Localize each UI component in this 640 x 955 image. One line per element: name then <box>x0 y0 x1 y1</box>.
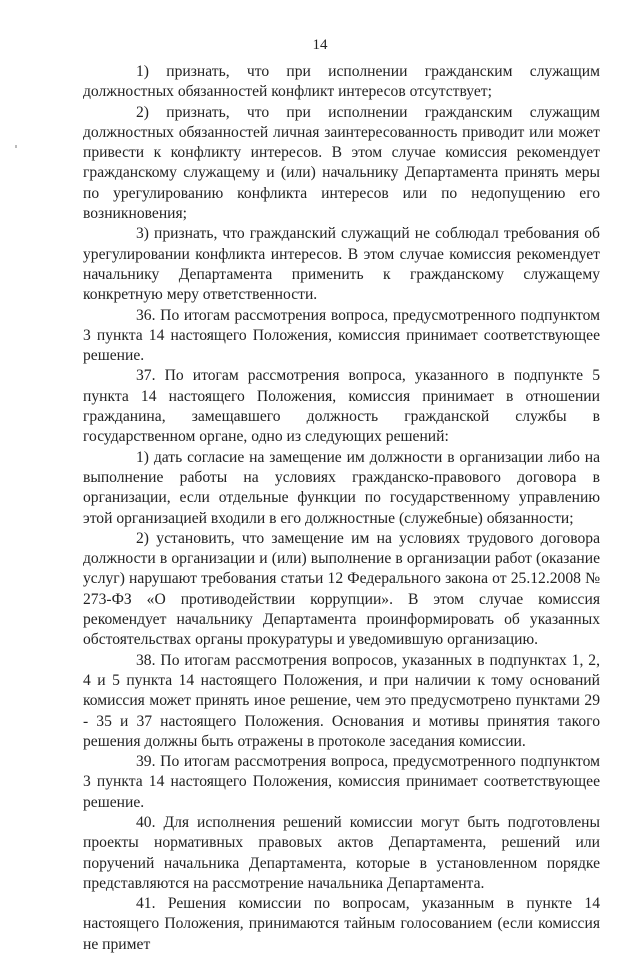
paragraph-item-3: 3) признать, что гражданский служащий не соблюдал требования об урегулировании конфликта интересов. В этом случае комиссия рекомендует начальнику Департамента применить к гражданскому служащему конкретную меру ответственности. <box>83 225 600 304</box>
document-body <box>83 62 600 955</box>
scan-speck <box>15 145 17 148</box>
paragraph-41: 41. Решения комиссии по вопросам, указанным в пункте 14 настоящего Положения, принимаются тайным голосованием (если комиссия не примет <box>83 895 600 953</box>
paragraph-item-2: 2) признать, что при исполнении гражданским служащим должностных обязанностей личная заинтересованность приводит или может привести к конфликту интересов. В этом случае комиссия рекомендует гражданскому служащему и (или) начальнику Департамента принять меры по урегулированию конфликта интересов или по недопущению его возникновения; <box>83 103 600 223</box>
paragraph-38: 38. По итогам рассмотрения вопросов, указанных в подпунктах 1, 2, 4 и 5 пункта 14 настоящего Положения, и при наличии к тому оснований комиссия может принять иное решение, чем это предусмотрено пунктами 29 - 35 и 37 настоящего Положения. Основания и мотивы принятия такого решения должны быть отражены в протоколе заседания комиссии. <box>83 651 600 750</box>
paragraph-39: 39. По итогам рассмотрения вопроса, предусмотренного подпунктом 3 пункта 14 настоящего Положения, комиссия принимает соответствующее решение. <box>83 753 600 811</box>
paragraph-item-1: 1) признать, что при исполнении гражданским служащим должностных обязанностей конфликт интересов отсутствует; <box>83 63 600 101</box>
page-number: 14 <box>312 37 328 53</box>
paragraph-36: 36. По итогам рассмотрения вопроса, предусмотренного подпунктом 3 пункта 14 настоящего Положения, комиссия принимает соответствующее решение. <box>83 306 600 365</box>
paragraph-37-item-2: 2) установить, что замещение им на условиях трудового договора должности в организации и (или) выполнение в организации работ (оказание услуг) нарушают требования статьи 12 Федерального закона от 25.12.2008 № 273-ФЗ «О противодействии коррупции». В этом случае комиссия рекомендует начальнику Департамента проинформировать об указанных обстоятельствах органы прокуратуры и уведомившую организацию. <box>83 529 600 649</box>
paragraph-37: 37. По итогам рассмотрения вопроса, указанного в подпункте 5 пункта 14 настоящего Положения, комиссия принимает в отношении гражданина, замещавшего должность гражданской службы в государственном органе, одно из следующих решений: <box>83 367 600 446</box>
paragraph-37-item-1: 1) дать согласие на замещение им должности в организации либо на выполнение работы на условиях гражданско-правового договора в организации, если отдельные функции по государственному управлению этой организацией входили в его должностные (служебные) обязанности; <box>83 448 600 527</box>
paragraph-40: 40. Для исполнения решений комиссии могут быть подготовлены проекты нормативных правовых актов Департамента, решений или поручений начальника Департамента, которые в установленном порядке представляются на рассмотрение начальника Департамента. <box>83 813 600 892</box>
